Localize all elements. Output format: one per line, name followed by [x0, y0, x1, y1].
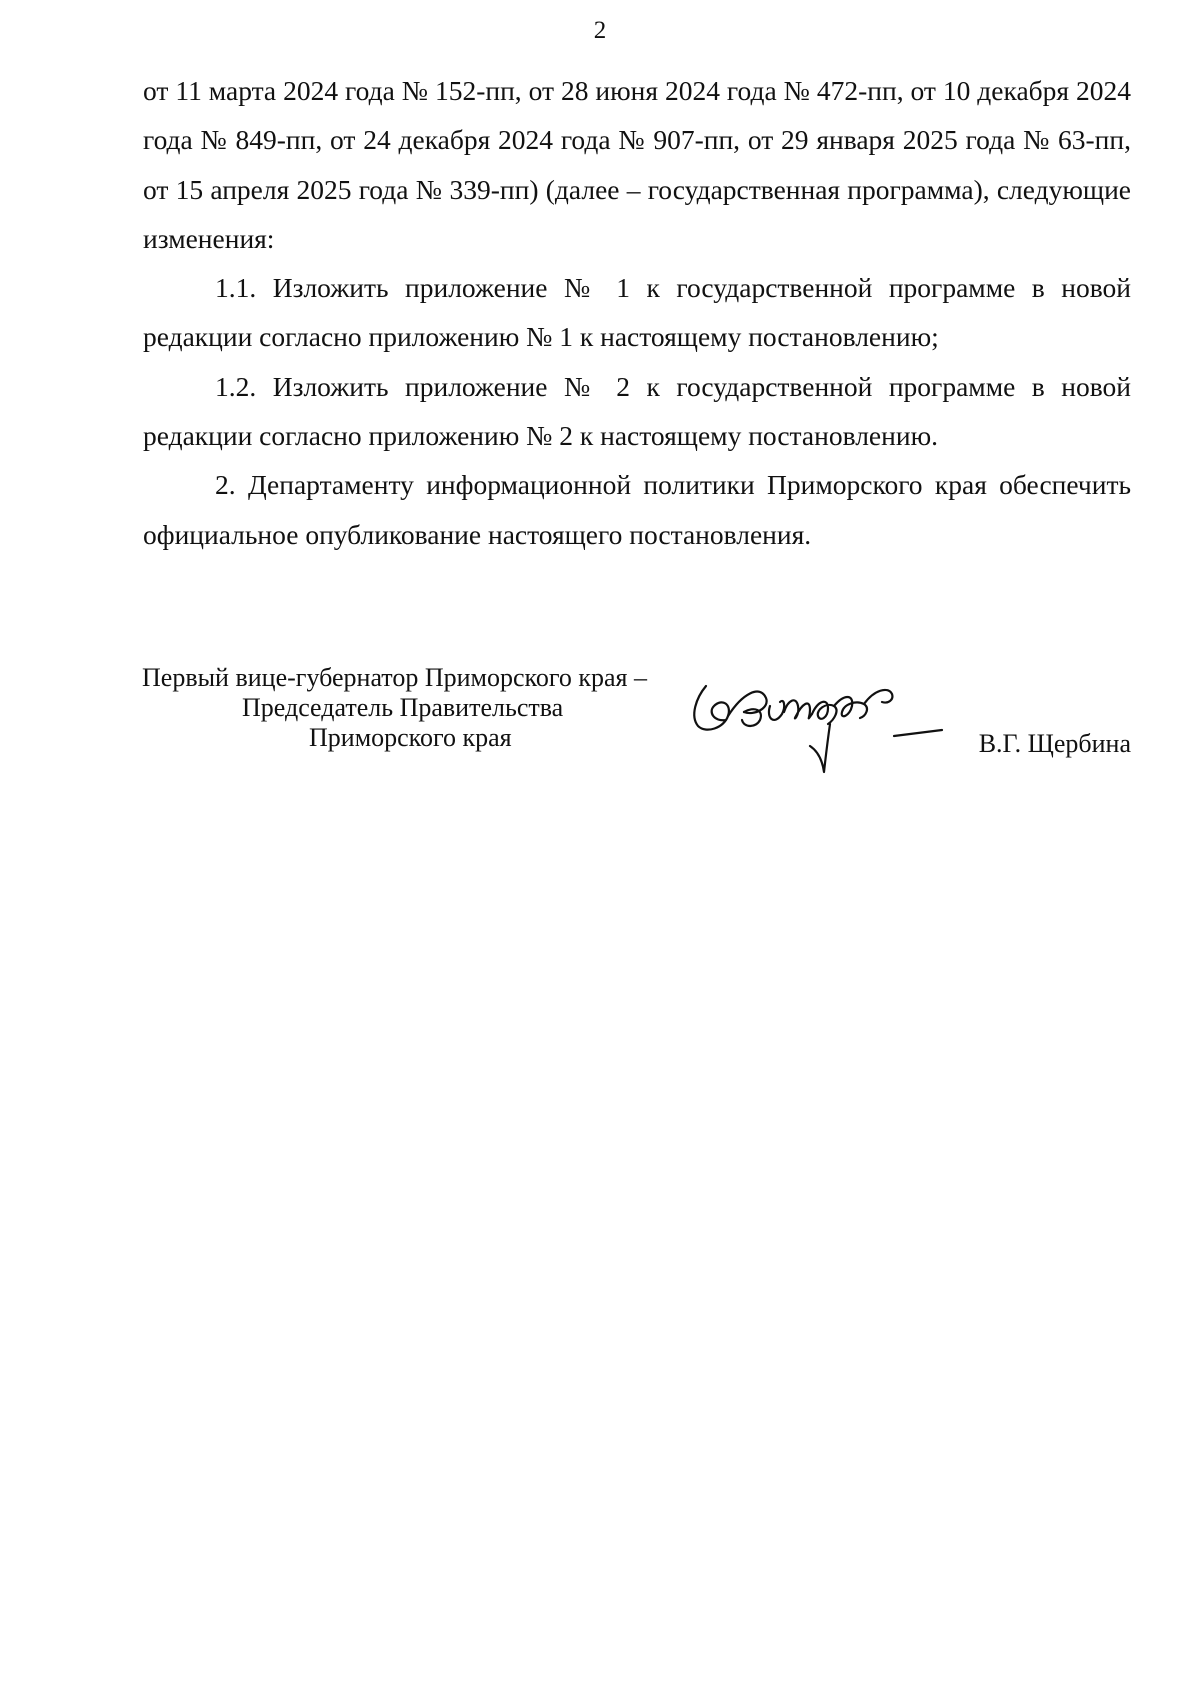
paragraph-item-2: 2. Департаменту информационной политики Приморского края обеспечить официальное опубликование настоящего постановления. — [143, 469, 1131, 550]
signatory-position — [142, 663, 712, 753]
position-line-1: Первый вице-губернатор Приморского края – — [142, 663, 647, 692]
paragraph-item-1-1: 1.1. Изложить приложение № 1 к государственной программе в новой редакции согласно приложению № 1 к настоящему постановлению; — [143, 272, 1131, 353]
handwritten-signature-icon — [684, 676, 944, 788]
document-body — [143, 66, 1131, 559]
paragraph-amendments-list: от 11 марта 2024 года № 152-пп, от 28 июня 2024 года № 472-пп, от 10 декабря 2024 года № 849-пп, от 24 декабря 2024 года № 907-пп, от 29 января 2025 года № 63-пп, от 15 апреля 2025 года № 339-пп) (далее – государственная программа), следующие изменения: — [143, 75, 1131, 254]
position-line-3: Приморского края — [309, 723, 512, 752]
position-line-2: Председатель Правительства — [242, 693, 564, 722]
signer-name: В.Г. Щербина — [978, 729, 1131, 758]
paragraph-item-1-2: 1.2. Изложить приложение № 2 к государственной программе в новой редакции согласно приложению № 2 к настоящему постановлению. — [143, 370, 1131, 452]
page-number: 2 — [593, 17, 607, 44]
